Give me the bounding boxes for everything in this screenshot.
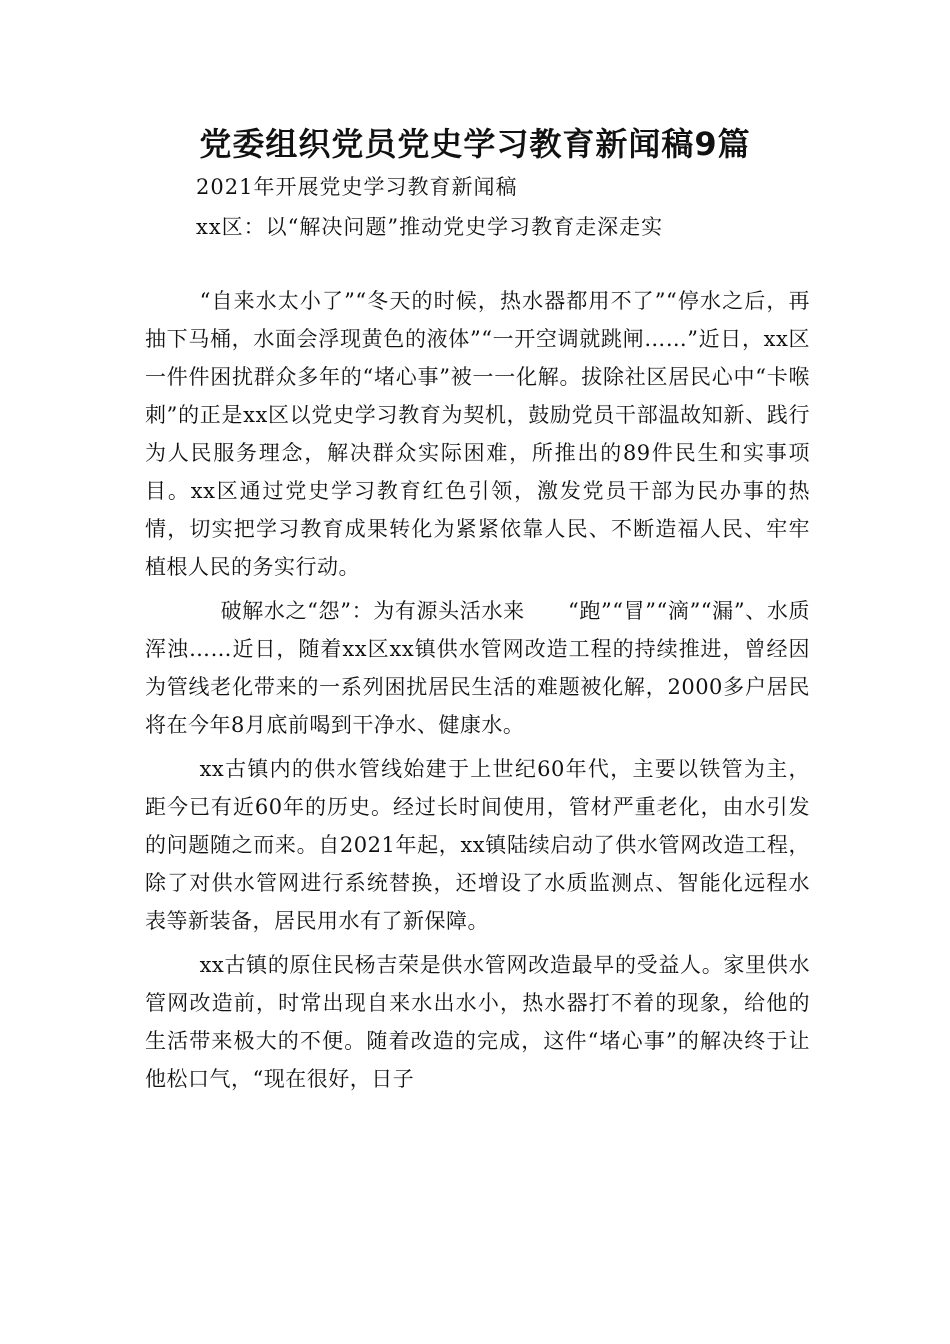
paragraph: “自来水太小了”“冬天的时候，热水器都用不了”“停水之后，再抽下马桶，水面会浮现黄色的液体”“一开空调就跳闸……”近日，xx区一件件困扰群众多年的“堵心事”被一一化解。拔除社区居民心中“卡喉刺”的正是xx区以党史学习教育为契机，鼓励党员干部温故知新、践行为人民服务理念，解决群众实际困难，所推出的89件民生和实事项目。xx区通过党史学习教育红色引领，激发党员干部为民办事的热情，切实把学习教育成果转化为紧紧依靠人民、不断造福人民、牢牢植根人民的务实行动。: [145, 289, 810, 579]
article-body: [145, 282, 810, 1104]
paragraph: xx古镇的原住民杨吉荣是供水管网改造最早的受益人。家里供水管网改造前，时常出现自来水出水小，热水器打不着的现象，给他的生活带来极大的不便。随着改造的完成，这件“堵心事”的解决终于让他松口气，“现在很好，日子: [145, 953, 810, 1091]
document-title: 党委组织党员党史学习教育新闻稿9篇: [199, 125, 751, 163]
paragraph: 破解水之“怨”：为有源头活水来 “跑”“冒”“滴”“漏”、水质浑浊……近日，随着xx区xx镇供水管网改造工程的持续推进，曾经因为管线老化带来的一系列困扰居民生活的难题被化解，2000多户居民将在今年8月底前喝到干净水、健康水。: [145, 599, 810, 737]
document-subtitle: 2021年开展党史学习教育新闻稿: [196, 175, 518, 199]
paragraph: xx古镇内的供水管线始建于上世纪60年代，主要以铁管为主，距今已有近60年的历史。经过长时间使用，管材严重老化，由水引发的问题随之而来。自2021年起，xx镇陆续启动了供水管网改造工程，除了对供水管网进行系统替换，还增设了水质监测点、智能化远程水表等新装备，居民用水有了新保障。: [145, 757, 810, 933]
article-headline: xx区：以“解决问题”推动党史学习教育走深走实: [196, 215, 664, 239]
